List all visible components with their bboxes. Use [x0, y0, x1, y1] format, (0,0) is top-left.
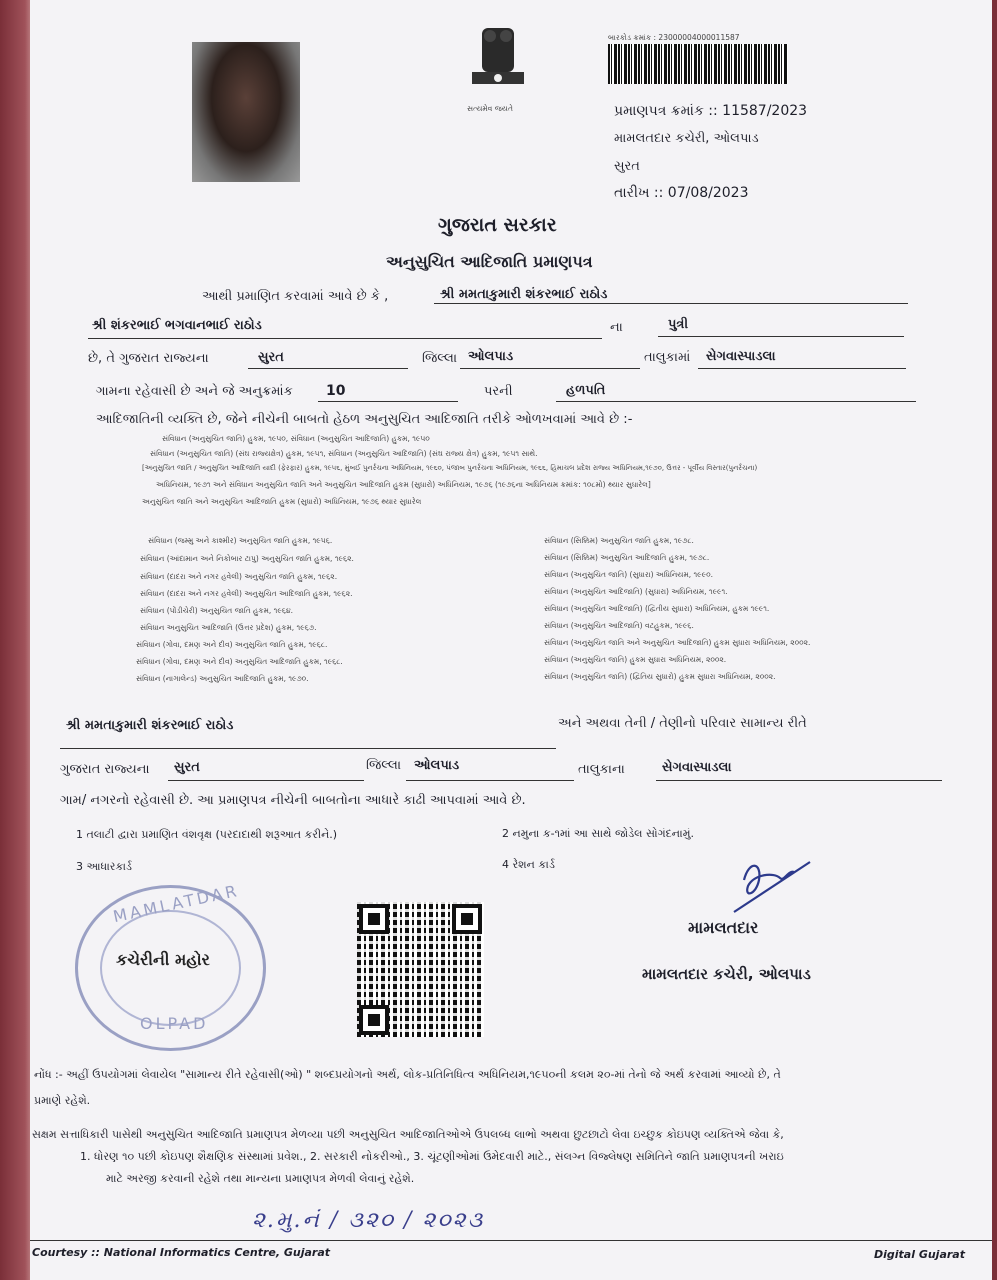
document-item: 1 તલાટી દ્વારા પ્રમાણિત વંશવૃક્ષ (પરદાદાથી શરૂઆત કરીને.)	[76, 828, 338, 841]
order-line: અનુસુચિત જાતિ અને અનુસુચિત આદિજાતિ હુકમ (સુધારો) અધિનિયમ, ૧૯૭૬ થ્યાર સુધારેલ	[142, 497, 422, 506]
qr-code	[357, 902, 484, 1037]
note-line: પ્રમાણે રહેશે.	[34, 1094, 91, 1107]
order-line: સંવિધાન (અનુસુચિત જાતિ અને અનુસુચિત આદિજાતિ) હુકમ સુધારા અધિનિયમ, ૨૦૦૨.	[544, 638, 811, 647]
underline	[460, 368, 640, 369]
underline	[88, 338, 602, 339]
certificate-title: અનુસુચિત આદિજાતિ પ્રમાણપત્ર	[386, 252, 593, 271]
order-line: સંવિધાન (અનુસુચિત જાતિ) (સુધારા) અધિનિયમ, ૧૯૯૦.	[544, 570, 713, 579]
national-emblem-icon	[462, 22, 534, 102]
eligibility-para: 1. ધોરણ ૧૦ પછી કોઇપણ શૈક્ષણિક સંસ્થામાં પ્રવેશ., 2. સરકારી નોકરીઓ., 3. ચૂંટણીઓમાં ઉમેદવારી માટે., સંલગ્ન વિજ્લેષણ સમિતિને જાતિ પ્રમાણપત્રની ખરાઇ	[80, 1150, 784, 1163]
footer-brand: Digital Gujarat	[874, 1248, 965, 1261]
underline	[168, 780, 364, 781]
family-text: અને અથવા તેની / તેણીનો પરિવાર સામાન્ય રીતે	[558, 716, 807, 731]
seal-top-text: MAMLATDAR	[111, 880, 241, 927]
office-seal	[75, 880, 266, 1051]
underline	[60, 748, 556, 749]
note-line: નોંધ :- અહીં ઉપયોગમાં લેવાયેલ "સામાન્ય રીતે રહેવાસી(ઓ) " શબ્દપ્રયોગનો અર્થ, લોક-પ્રતિનિધિત્વ અધિનિયમ,૧૯૫૦ની કલમ ૨૦-માં તેનો જે અર્થ કરવામાં આવ્યો છે, તે	[34, 1068, 781, 1081]
order-line: સંવિધાન (પોંડીચેરી) અનુસુચિત જાતિ હુકમ, ૧૯૬૪.	[140, 606, 294, 615]
signatory-title: મામલતદાર	[688, 918, 759, 937]
taluka-value: ઓલપાડ	[468, 349, 514, 364]
taluka-label: તાલુકામાં	[644, 350, 691, 365]
order-line: સંવિધાન (ગોવા, દમણ અને દીવ) અનુસુચિત જાતિ હુકમ, ૧૯૬૮.	[136, 640, 328, 649]
order-line: અધિનિયમ, ૧૯૭૧ અને સંવિધાન અનુસુચિત જાતિ અને અનુસુચિત આદિજાતિ હુકમ (સુધારો) અધિનિયમ, ૧૯૭૬ (૧૯૭૬ના અધિનિયમ ક્રમાંક: ૧૦૮મો) થ્યાર સુધારેલ]	[156, 480, 651, 489]
father-name: શ્રી શંકરભાઈ ભગવાનભાઈ રાઠોડ	[92, 318, 262, 333]
page-title: ગુજરાત સરકાર	[438, 214, 557, 236]
eligibility-para: માટે અરજી કરવાની રહેશે તથા માન્યના પ્રમાણપત્ર મેળવી લેવાનું રહેશે.	[106, 1172, 415, 1185]
signature-icon	[714, 850, 824, 920]
document-item: 3 આધારકાર્ડ	[76, 860, 132, 873]
village-value: સેગવાસ્પાડલા	[706, 349, 776, 364]
taluka-value-2: ઓલપાડ	[414, 758, 460, 773]
handwritten-reference: ૨.મુ.નં / ૩૨૦ / ૨૦૨૩	[252, 1208, 485, 1233]
order-line: સંવિધાન (અનુસુચિત જાતિ) હુકમ સુધારા અધિનિયમ, ૨૦૦૨.	[544, 655, 727, 664]
underline	[318, 401, 458, 402]
serial-number: 10	[326, 383, 346, 399]
qr-finder	[359, 904, 389, 934]
person-name: શ્રી મમતાકુમારી શંકરભાઈ રાઠોડ	[440, 287, 608, 302]
issue-date: તારીખ :: 07/08/2023	[614, 185, 749, 201]
taluka-label-2: તાલુકાના	[578, 762, 625, 777]
barcode-label: બારકોડ ક્રમાંક : 23000004000011587	[608, 33, 740, 42]
order-line: સંવિધાન (અનુસુચિત આદિજાતિ) (સુધારા) અધિનિયમ, ૧૯૯૧.	[544, 587, 728, 596]
tribe-value: હળપતિ	[566, 383, 606, 398]
order-line: સંવિધાન (નાગાલેન્ડ) અનુસુચિત આદિજાતિ હુકમ, ૧૯૭૦.	[136, 674, 309, 683]
person-name-repeat: શ્રી મમતાકુમારી શંકરભાઈ રાઠોડ	[66, 718, 234, 733]
na-label: ના	[610, 320, 623, 335]
order-line: સંવિધાન (સિક્કિમ) અનુસુચિત જાતિ હુકમ, ૧૯૭૮.	[544, 536, 694, 545]
underline	[658, 336, 904, 337]
underline	[248, 368, 408, 369]
underline	[556, 401, 916, 402]
certificate-number: પ્રમાણપત્ર ક્રમાંક :: 11587/2023	[614, 103, 808, 119]
underline	[406, 780, 574, 781]
emblem-motto: સત્યમેવ જયતે	[467, 104, 513, 113]
resident-label: ગામના રહેવાસી છે અને જે અનુક્રમાંક	[96, 384, 293, 399]
tribe-label: પરની	[484, 384, 513, 399]
order-line: સંવિધાન (જમ્મુ અને કાશ્મીર) અનુસુચિત જાતિ હુકમ, ૧૯૫૬.	[148, 536, 333, 545]
certify-text: આથી પ્રમાણિત કરવામાં આવે છે કે ,	[202, 289, 389, 304]
state-label: છે, તે ગુજરાત રાજ્યના	[88, 351, 209, 366]
applicant-photo	[192, 42, 300, 182]
underline	[656, 780, 942, 781]
qr-finder	[359, 1005, 389, 1035]
district-value: સુરત	[258, 350, 284, 365]
seal-bottom-text: OLPAD	[140, 1014, 209, 1033]
footer-divider	[30, 1240, 992, 1241]
order-line: સંવિધાન (અનુસુચિત જાતિ) (દ્વિતિય સુધારો) હુકમ સુધારા અધિનિયમ, ૨૦૦૨.	[544, 672, 776, 681]
issuing-office: મામલતદાર કચેરી, ઓલપાડ	[614, 131, 759, 146]
order-line: સંવિધાન (અનુસુચિત જાતિ) (સંઘ રાજ્યક્ષેત્ર) હુકમ, ૧૯૫૧, સંવિધાન (અનુસુચિત આદિજાતિ) (સંઘ રાજ્ય ક્ષેત્ર) હુકમ, ૧૯૫૧ સાથે.	[150, 449, 538, 458]
document-item: 4 રેશન કાર્ડ	[502, 858, 555, 871]
basis-text: ગામ/ નગરનો રહેવાસી છે. આ પ્રમાણપત્ર નીચેની બાબતોના આધારે કાઢી આપવામાં આવે છે.	[60, 793, 526, 808]
order-line: [અનુસુચિત જાતિ / અનુસુચિત આદિજાતિ યાદી (ફેરફાર) હુકમ, ૧૯૫૬, મુંબઈ પુનર્રચના અધિનિયમ, ૧૯૬૦, પંજાબ પુનર્રચના અધિનિયમ, ૧૯૬૬, હિમાચલ પ્રદેશ રાજ્ય અધિનિયમ,૧૯૭૦, ઉત્તર - પૂર્વીય વિસ્તાર(પુનર્રચના)	[142, 464, 758, 472]
seal-center-text: કચેરીની મહોર	[116, 950, 210, 969]
eligibility-para: સક્ષમ સત્તાધિકારી પાસેથી અનુસુચિત આદિજાતિ પ્રમાણપત્ર મેળવ્યા પછી અનુસુચિત આદિજાતિઓએ ઉપલબ્ધ લાભો અથવા છુટછાટો લેવા ઇચ્છુક કોઇપણ વ્યક્તિએ જેવા કે,	[32, 1128, 784, 1141]
state-label-2: ગુજરાત રાજ્યના	[60, 762, 150, 777]
certificate-page	[30, 0, 992, 1280]
order-line: સંવિધાન (આંદામાન અને નિકોબાર ટાપુ) અનુસુચિત જાતિ હુકમ, ૧૯૬૨.	[140, 554, 354, 563]
district-label: જિલ્લા	[422, 351, 458, 366]
order-line: સંવિધાન (ગોવા, દમણ અને દીવ) અનુસુચિત આદિજાતિ હુકમ, ૧૯૬૮.	[136, 657, 343, 666]
order-line: સંવિધાન (દાદરા અને નગર હવેલી) અનુસુચિત જાતિ હુકમ, ૧૯૬૨.	[140, 572, 338, 581]
qr-finder	[452, 904, 482, 934]
signatory-office: મામલતદાર કચેરી, ઓલપાડ	[642, 965, 811, 983]
barcode	[608, 44, 788, 84]
footer-credit: Courtesy :: National Informatics Centre, Gujarat	[32, 1246, 331, 1259]
relation-value: પુત્રી	[668, 317, 689, 332]
underline	[698, 368, 906, 369]
order-line: સંવિધાન (અનુસુચિત આદિજાતિ) (દ્વિતીય સુધારા) અધિનિયમ, હુકમ ૧૯૯૧.	[544, 604, 770, 613]
underline	[434, 303, 908, 304]
issuing-city: સુરત	[614, 159, 640, 174]
order-line: સંવિધાન અનુસુચિત આદિજાતિ (ઉત્તર પ્રદેશ) હુકમ, ૧૯૬૭.	[140, 623, 317, 632]
document-item: 2 નમુના ક-૧માં આ સાથે જોડેલ સોગંદનામું.	[502, 827, 694, 840]
tribe-sentence: આદિજાતિની વ્યક્તિ છે, જેને નીચેની બાબતો હેઠળ અનુસુચિત આદિજાતિ તરીકે ઓળખવામાં આવે છે :-	[96, 412, 633, 427]
order-line: સંવિધાન (અનુસુચિત આદિજાતિ) વટહુકમ, ૧૯૯૬.	[544, 621, 694, 630]
order-line: સંવિધાન (અનુસુચિત જાતિ) હુકમ, ૧૯૫૦, સંવિધાન (અનુસુચિત આદિજાતિ) હુકમ, ૧૯૫૦	[162, 434, 430, 443]
village-value-2: સેગવાસ્પાડલા	[662, 760, 732, 775]
district-label-2: જિલ્લા	[366, 758, 402, 773]
district-value-2: સુરત	[174, 760, 200, 775]
order-line: સંવિધાન (સિક્કિમ) અનુસુચિત આદિજાતિ હુકમ, ૧૯૭૮.	[544, 553, 710, 562]
order-line: સંવિધાન (દાદરા અને નગર હવેલી) અનુસુચિત આદિજાતિ હુકમ, ૧૯૬૨.	[140, 589, 353, 598]
